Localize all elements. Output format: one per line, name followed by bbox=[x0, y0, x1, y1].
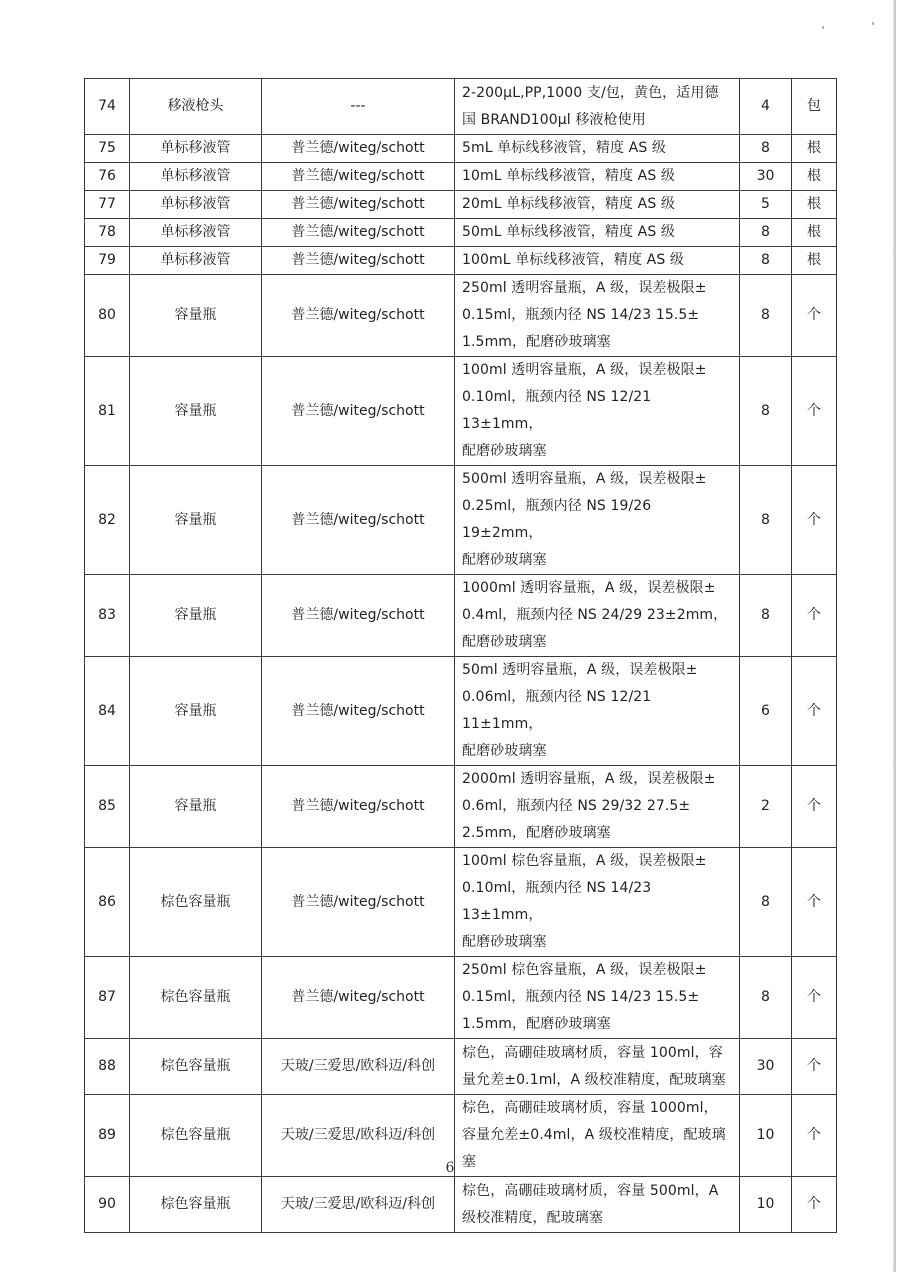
quantity-cell: 10 bbox=[740, 1177, 792, 1233]
quantity-cell: 5 bbox=[740, 191, 792, 219]
brand-cell: 普兰德/witeg/schott bbox=[262, 163, 455, 191]
quantity-cell: 8 bbox=[740, 247, 792, 275]
brand-cell: 普兰德/witeg/schott bbox=[262, 575, 455, 657]
item-name-cell: 移液枪头 bbox=[130, 79, 262, 135]
specification-cell: 250ml 透明容量瓶，A 级，误差极限± 0.15ml，瓶颈内径 NS 14/23 15.5± 1.5mm，配磨砂玻璃塞 bbox=[455, 275, 740, 357]
quantity-cell: 10 bbox=[740, 1095, 792, 1177]
brand-cell: 普兰德/witeg/schott bbox=[262, 275, 455, 357]
item-name-cell: 单标移液管 bbox=[130, 219, 262, 247]
item-name-cell: 单标移液管 bbox=[130, 163, 262, 191]
scan-page-edge bbox=[893, 0, 896, 1272]
specification-cell: 500ml 透明容量瓶，A 级，误差极限± 0.25ml，瓶颈内径 NS 19/26 19±2mm， 配磨砂玻璃塞 bbox=[455, 466, 740, 575]
quantity-cell: 8 bbox=[740, 219, 792, 247]
unit-cell: 个 bbox=[792, 357, 837, 466]
item-number-cell: 87 bbox=[85, 957, 130, 1039]
specification-cell: 1000ml 透明容量瓶，A 级，误差极限± 0.4ml，瓶颈内径 NS 24/29 23±2mm， 配磨砂玻璃塞 bbox=[455, 575, 740, 657]
brand-cell: 普兰德/witeg/schott bbox=[262, 247, 455, 275]
item-number-cell: 90 bbox=[85, 1177, 130, 1233]
quantity-cell: 2 bbox=[740, 766, 792, 848]
item-number-cell: 86 bbox=[85, 848, 130, 957]
unit-cell: 个 bbox=[792, 766, 837, 848]
table-row bbox=[85, 357, 837, 466]
table-row bbox=[85, 135, 837, 163]
item-name-cell: 容量瓶 bbox=[130, 466, 262, 575]
brand-cell: 天玻/三爱思/欧科迈/科创 bbox=[262, 1039, 455, 1095]
unit-cell: 根 bbox=[792, 247, 837, 275]
brand-cell: 普兰德/witeg/schott bbox=[262, 191, 455, 219]
table-row bbox=[85, 163, 837, 191]
quantity-cell: 8 bbox=[740, 357, 792, 466]
quantity-cell: 4 bbox=[740, 79, 792, 135]
quantity-cell: 6 bbox=[740, 657, 792, 766]
table-row bbox=[85, 191, 837, 219]
unit-cell: 根 bbox=[792, 163, 837, 191]
specification-cell: 250ml 棕色容量瓶，A 级，误差极限± 0.15ml，瓶颈内径 NS 14/23 15.5± 1.5mm，配磨砂玻璃塞 bbox=[455, 957, 740, 1039]
quantity-cell: 8 bbox=[740, 135, 792, 163]
equipment-table bbox=[84, 78, 837, 1233]
unit-cell: 个 bbox=[792, 657, 837, 766]
item-name-cell: 棕色容量瓶 bbox=[130, 1039, 262, 1095]
scan-speck bbox=[822, 26, 824, 29]
item-number-cell: 80 bbox=[85, 275, 130, 357]
specification-cell: 100mL 单标线移液管，精度 AS 级 bbox=[455, 247, 740, 275]
table-row bbox=[85, 219, 837, 247]
unit-cell: 个 bbox=[792, 1039, 837, 1095]
item-name-cell: 容量瓶 bbox=[130, 657, 262, 766]
item-number-cell: 88 bbox=[85, 1039, 130, 1095]
unit-cell: 根 bbox=[792, 219, 837, 247]
table-row bbox=[85, 957, 837, 1039]
specification-cell: 5mL 单标线移液管，精度 AS 级 bbox=[455, 135, 740, 163]
item-number-cell: 74 bbox=[85, 79, 130, 135]
quantity-cell: 8 bbox=[740, 957, 792, 1039]
unit-cell: 包 bbox=[792, 79, 837, 135]
item-number-cell: 85 bbox=[85, 766, 130, 848]
quantity-cell: 8 bbox=[740, 848, 792, 957]
table-row bbox=[85, 766, 837, 848]
brand-cell: 普兰德/witeg/schott bbox=[262, 657, 455, 766]
specification-cell: 20mL 单标线移液管，精度 AS 级 bbox=[455, 191, 740, 219]
unit-cell: 个 bbox=[792, 575, 837, 657]
specification-cell: 2000ml 透明容量瓶，A 级，误差极限± 0.6ml，瓶颈内径 NS 29/32 27.5± 2.5mm，配磨砂玻璃塞 bbox=[455, 766, 740, 848]
item-name-cell: 容量瓶 bbox=[130, 766, 262, 848]
table-row bbox=[85, 1177, 837, 1233]
specification-cell: 棕色，高硼硅玻璃材质，容量 100ml，容 量允差±0.1ml，A 级校准精度，配玻璃塞 bbox=[455, 1039, 740, 1095]
item-number-cell: 75 bbox=[85, 135, 130, 163]
table-row bbox=[85, 848, 837, 957]
unit-cell: 个 bbox=[792, 275, 837, 357]
item-number-cell: 82 bbox=[85, 466, 130, 575]
table-row bbox=[85, 247, 837, 275]
item-name-cell: 棕色容量瓶 bbox=[130, 1177, 262, 1233]
table-row bbox=[85, 575, 837, 657]
brand-cell: 普兰德/witeg/schott bbox=[262, 357, 455, 466]
brand-cell: 普兰德/witeg/schott bbox=[262, 466, 455, 575]
item-name-cell: 容量瓶 bbox=[130, 275, 262, 357]
quantity-cell: 30 bbox=[740, 163, 792, 191]
item-name-cell: 棕色容量瓶 bbox=[130, 848, 262, 957]
quantity-cell: 8 bbox=[740, 466, 792, 575]
item-number-cell: 89 bbox=[85, 1095, 130, 1177]
unit-cell: 根 bbox=[792, 191, 837, 219]
specification-cell: 10mL 单标线移液管，精度 AS 级 bbox=[455, 163, 740, 191]
brand-cell: 天玻/三爱思/欧科迈/科创 bbox=[262, 1177, 455, 1233]
specification-cell: 棕色，高硼硅玻璃材质，容量 1000ml， 容量允差±0.4ml，A 级校准精度，配玻璃 塞 bbox=[455, 1095, 740, 1177]
item-name-cell: 棕色容量瓶 bbox=[130, 1095, 262, 1177]
unit-cell: 个 bbox=[792, 1095, 837, 1177]
specification-cell: 100ml 棕色容量瓶，A 级，误差极限± 0.10ml，瓶颈内径 NS 14/23 13±1mm， 配磨砂玻璃塞 bbox=[455, 848, 740, 957]
item-number-cell: 84 bbox=[85, 657, 130, 766]
table-row bbox=[85, 657, 837, 766]
specification-cell: 50mL 单标线移液管，精度 AS 级 bbox=[455, 219, 740, 247]
brand-cell: 普兰德/witeg/schott bbox=[262, 135, 455, 163]
brand-cell: 天玻/三爱思/欧科迈/科创 bbox=[262, 1095, 455, 1177]
table-row bbox=[85, 466, 837, 575]
item-number-cell: 78 bbox=[85, 219, 130, 247]
unit-cell: 根 bbox=[792, 135, 837, 163]
item-name-cell: 棕色容量瓶 bbox=[130, 957, 262, 1039]
specification-cell: 2-200μL,PP,1000 支/包，黄色，适用德 国 BRAND100μl 移液枪使用 bbox=[455, 79, 740, 135]
item-name-cell: 单标移液管 bbox=[130, 191, 262, 219]
unit-cell: 个 bbox=[792, 957, 837, 1039]
item-number-cell: 83 bbox=[85, 575, 130, 657]
table-body bbox=[85, 79, 837, 1233]
quantity-cell: 8 bbox=[740, 275, 792, 357]
table-row bbox=[85, 275, 837, 357]
quantity-cell: 30 bbox=[740, 1039, 792, 1095]
item-number-cell: 77 bbox=[85, 191, 130, 219]
brand-cell: 普兰德/witeg/schott bbox=[262, 848, 455, 957]
unit-cell: 个 bbox=[792, 848, 837, 957]
unit-cell: 个 bbox=[792, 1177, 837, 1233]
quantity-cell: 8 bbox=[740, 575, 792, 657]
page-number: 6 bbox=[445, 1160, 455, 1176]
brand-cell: 普兰德/witeg/schott bbox=[262, 957, 455, 1039]
unit-cell: 个 bbox=[792, 466, 837, 575]
item-number-cell: 76 bbox=[85, 163, 130, 191]
brand-cell: --- bbox=[262, 79, 455, 135]
specification-cell: 50ml 透明容量瓶，A 级，误差极限± 0.06ml，瓶颈内径 NS 12/21 11±1mm， 配磨砂玻璃塞 bbox=[455, 657, 740, 766]
item-number-cell: 81 bbox=[85, 357, 130, 466]
item-name-cell: 容量瓶 bbox=[130, 357, 262, 466]
table-row bbox=[85, 1039, 837, 1095]
item-number-cell: 79 bbox=[85, 247, 130, 275]
brand-cell: 普兰德/witeg/schott bbox=[262, 766, 455, 848]
scan-speck bbox=[872, 22, 874, 25]
table-row bbox=[85, 79, 837, 135]
brand-cell: 普兰德/witeg/schott bbox=[262, 219, 455, 247]
specification-cell: 100ml 透明容量瓶，A 级，误差极限± 0.10ml，瓶颈内径 NS 12/21 13±1mm， 配磨砂玻璃塞 bbox=[455, 357, 740, 466]
specification-cell: 棕色，高硼硅玻璃材质，容量 500ml，A 级校准精度，配玻璃塞 bbox=[455, 1177, 740, 1233]
item-name-cell: 单标移液管 bbox=[130, 135, 262, 163]
item-name-cell: 容量瓶 bbox=[130, 575, 262, 657]
item-name-cell: 单标移液管 bbox=[130, 247, 262, 275]
